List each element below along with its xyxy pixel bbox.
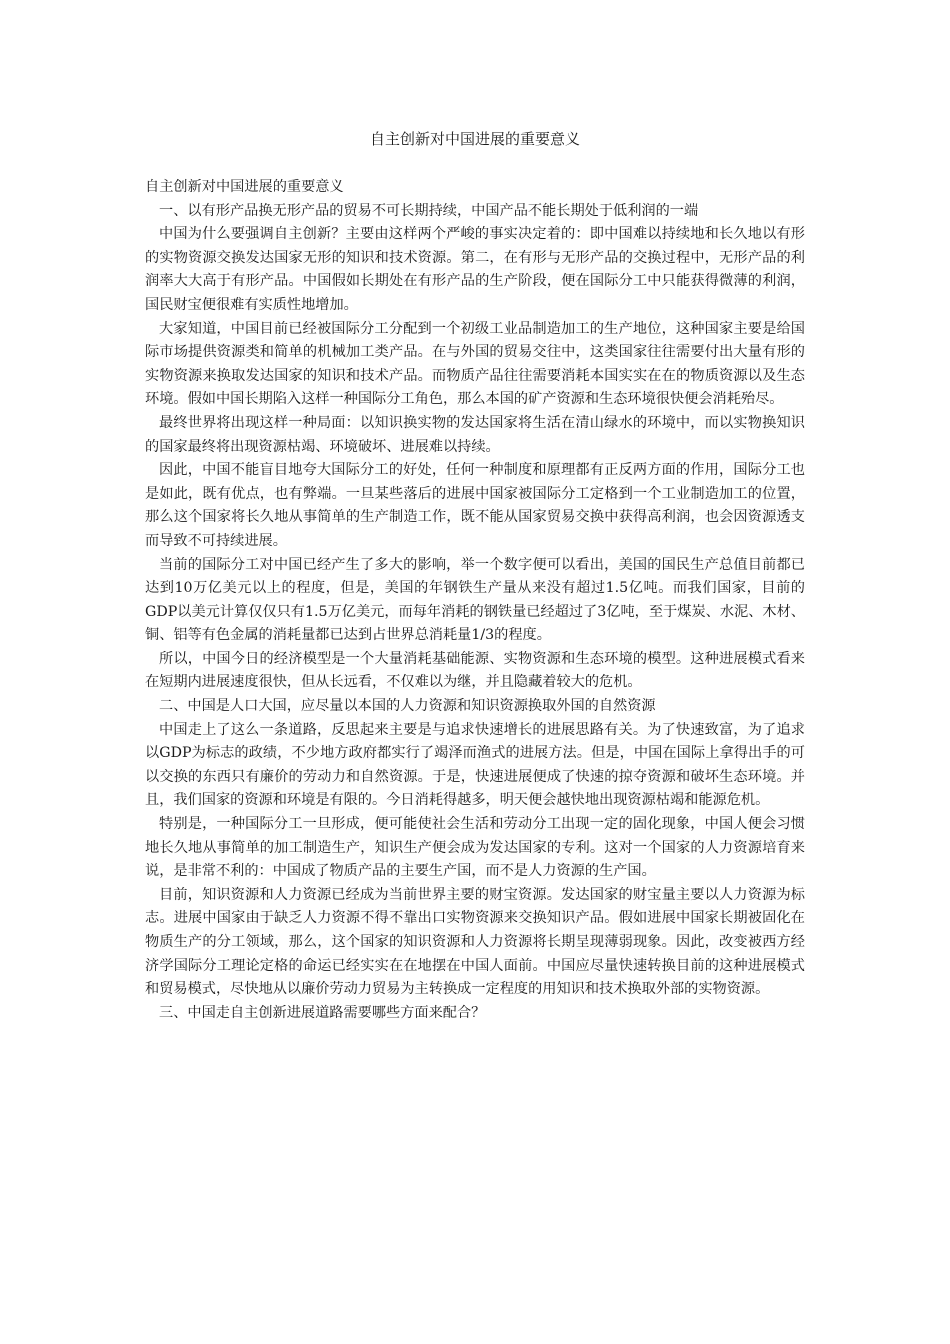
section-heading-2: 二、中国是人口大国，应尽量以本国的人力资源和知识资源换取外国的自然资源 bbox=[159, 698, 656, 715]
document-title: 自主创新对中国进展的重要意义 bbox=[369, 130, 580, 148]
section-heading-3: 三、中国走自主创新进展道路需要哪些方面来配合？ bbox=[159, 1004, 486, 1021]
paragraph: 因此，中国不能盲目地夸大国际分工的好处，任何一种制度和原理都有正反两方面的作用，国际分工也是如此，既有优点，也有弊端。一旦某些落后的进展中国家被国际分工定格到一个工业制造加工的位置，那么这个国家将长久地从事简单的生产制造工作，既不能从国家贸易交换中获得高利润，也会因资源透支而导致不可持续进展。 bbox=[145, 462, 805, 549]
section-heading-1: 一、以有形产品换无形产品的贸易不可长期持续，中国产品不能长期处于低利润的一端 bbox=[159, 202, 699, 219]
paragraph: 目前，知识资源和人力资源已经成为当前世界主要的财宝资源。发达国家的财宝量主要以人力资源为标志。进展中国家由于缺乏人力资源不得不靠出口实物资源来交换知识产品。假如进展中国家长期被固化在物质生产的分工领域，那么，这个国家的知识资源和人力资源将长期呈现薄弱现象。因此，改变被西方经济学国际分工理论定格的命运已经实实在在地摆在中国人面前。中国应尽量快速转换目前的这种进展模式和贸易模式，尽快地从以廉价劳动力贸易为主转换成一定程度的用知识和技术换取外部的实物资源。 bbox=[145, 886, 805, 998]
document-body bbox=[145, 176, 805, 1025]
paragraph: 当前的国际分工对中国已经产生了多大的影响，举一个数字便可以看出，美国的国民生产总值目前都已达到10万亿美元以上的程度，但是，美国的年钢铁生产量从来没有超过1.5亿吨。而我们国家，目前的GDP以美元计算仅仅只有1.5万亿美元，而每年消耗的钢铁量已经超过了3亿吨，至于煤炭、水泥、木材、铜、铝等有色金属的消耗量都已达到占世界总消耗量1/3的程度。 bbox=[145, 556, 805, 644]
paragraph: 中国走上了这么一条道路，反思起来主要是与追求快速增长的进展思路有关。为了快速致富，为了追求以GDP为标志的政绩，不少地方政府都实行了竭泽而渔式的进展方法。但是，中国在国际上拿得出手的可以交换的东西只有廉价的劳动力和自然资源。于是，快速进展便成了快速的掠夺资源和破坏生态环境。并且，我们国家的资源和环境是有限的。今日消耗得越多，明天便会越快地出现资源枯竭和能源危机。 bbox=[145, 721, 805, 809]
paragraph: 中国为什么要强调自主创新？主要由这样两个严峻的事实决定着的：即中国难以持续地和长久地以有形的实物资源交换发达国家无形的知识和技术资源。第二，在有形与无形产品的交换过程中，无形产品的利润率大大高于有形产品。中国假如长期处在有形产品的生产阶段，便在国际分工中只能获得微薄的利润，国民财宝便很难有实质性地增加。 bbox=[145, 226, 805, 313]
paragraph: 所以，中国今日的经济模型是一个大量消耗基础能源、实物资源和生态环境的模型。这种进展模式看来在短期内进展速度很快，但从长远看，不仅难以为继，并且隐藏着较大的危机。 bbox=[145, 650, 805, 691]
paragraph: 最终世界将出现这样一种局面：以知识换实物的发达国家将生活在清山绿水的环境中，而以实物换知识的国家最终将出现资源枯竭、环境破坏、进展难以持续。 bbox=[145, 414, 805, 455]
paragraph: 大家知道，中国目前已经被国际分工分配到一个初级工业品制造加工的生产地位，这种国家主要是给国际市场提供资源类和简单的机械加工类产品。在与外国的贸易交往中，这类国家往往需要付出大量有形的实物资源来换取发达国家的知识和技术产品。而物质产品往往需要消耗本国实实在在的物质资源以及生态环境。假如中国长期陷入这样一种国际分工角色，那么本国的矿产资源和生态环境很快便会消耗殆尽。 bbox=[145, 320, 805, 408]
lead-heading: 自主创新对中国进展的重要意义 bbox=[145, 179, 344, 195]
paragraph: 特别是，一种国际分工一旦形成，便可能使社会生活和劳动分工出现一定的固化现象，中国人便会习惯地长久地从事简单的加工制造生产，知识生产便会成为发达国家的专利。这对一个国家的人力资源培育来说，是非常不利的：中国成了物质产品的主要生产国，而不是人力资源的生产国。 bbox=[145, 816, 805, 880]
